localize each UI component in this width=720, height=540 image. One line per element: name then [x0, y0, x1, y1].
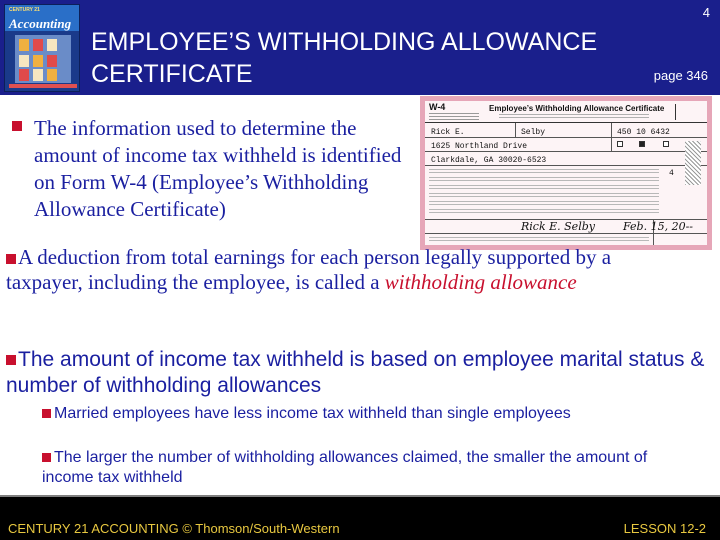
w4-row-line [425, 233, 707, 234]
w4-signature: Rick E. Selby [521, 220, 595, 233]
w4-city-state-zip: Clarkdale, GA 30020-6523 [431, 156, 547, 165]
w4-form-subheading [499, 114, 649, 120]
w4-instruction-text [429, 169, 659, 174]
bullet-tax-withheld-basis [6, 347, 706, 399]
page-reference: page 346 [653, 68, 708, 83]
cover-artwork [15, 35, 71, 83]
w4-married-checkbox [639, 141, 645, 147]
bullet-marker [6, 355, 16, 365]
w4-last-name: Selby [521, 128, 546, 137]
w4-allowances: 4 [669, 169, 674, 178]
w4-form-label: W-4 [429, 102, 446, 112]
cover-art-block [19, 55, 29, 67]
w4-instruction-text [429, 201, 659, 206]
bullet-tax-withheld-basis-text: The amount of income tax withheld is based on employee marital status & number of withholding allowances [6, 348, 705, 397]
w4-first-name: Rick E. [431, 128, 465, 137]
w4-form-heading: Employee’s Withholding Allowance Certificate [489, 104, 665, 113]
sub-bullet-married [42, 404, 682, 424]
sub-bullet-allowances [42, 448, 682, 488]
cover-art-block [47, 55, 57, 67]
w4-shaded-column [685, 141, 701, 185]
footer-lesson-number: LESSON 12-2 [623, 521, 706, 536]
bullet-withholding-allowance [6, 245, 626, 295]
w4-signature-date: Feb. 15, 20-- [623, 220, 693, 233]
bullet-withholding-allowance-text: A deduction from total earnings for each person legally supported by a taxpayer, including the employee, is called a [6, 245, 612, 294]
bullet-marker [6, 254, 16, 264]
w4-instruction-text [429, 185, 659, 190]
w4-department-text [429, 113, 479, 121]
cover-art-block [47, 39, 57, 51]
bullet-marker [42, 409, 51, 418]
w4-instruction-text [429, 177, 659, 182]
w4-row-line [425, 151, 707, 152]
cover-art-block [33, 69, 43, 81]
w4-row-line [425, 137, 707, 138]
cover-art-block [47, 69, 57, 81]
bullet-form-w4-text: The information used to determine the amount of income tax withheld is identified on Form W-4 (Employee’s Withholding Allowance Certificate) [34, 116, 402, 221]
w4-instruction-text [429, 237, 649, 242]
footer-copyright: CENTURY 21 ACCOUNTING © Thomson/South-Western [8, 521, 340, 536]
cover-foot-band [9, 84, 77, 88]
slide-title: EMPLOYEE’S WITHHOLDING ALLOWANCE CERTIFICATE [91, 28, 598, 88]
w4-row-line [425, 165, 707, 166]
footer-divider [0, 495, 720, 497]
key-term-withholding-allowance: withholding allowance [384, 270, 577, 294]
cover-title: Accounting [9, 16, 72, 31]
w4-married-higher-rate-checkbox [663, 141, 669, 147]
w4-single-checkbox [617, 141, 623, 147]
cover-brand: CENTURY 21 [9, 7, 40, 13]
cover-art-block [33, 55, 43, 67]
w4-column-line [611, 123, 612, 151]
bullet-marker [42, 453, 51, 462]
bullet-marker [12, 121, 22, 131]
sub-bullet-married-text: Married employees have less income tax withheld than single employees [54, 405, 571, 422]
textbook-cover-image [4, 4, 80, 92]
w4-form-header [425, 101, 707, 123]
cover-art-block [19, 69, 29, 81]
w4-ssn: 450 10 6432 [617, 128, 670, 137]
cover-art-block [33, 39, 43, 51]
slide-number: 4 [702, 5, 710, 20]
w4-column-line [515, 123, 516, 137]
w4-form-image [420, 96, 712, 250]
sub-bullet-allowances-text: The larger the number of withholding allowances claimed, the smaller the amount of income tax withheld [42, 449, 648, 486]
cover-art-block [19, 39, 29, 51]
w4-instruction-text [429, 209, 659, 214]
w4-instruction-text [429, 193, 659, 198]
w4-omb-box [675, 104, 701, 120]
w4-address: 1625 Northland Drive [431, 142, 528, 151]
